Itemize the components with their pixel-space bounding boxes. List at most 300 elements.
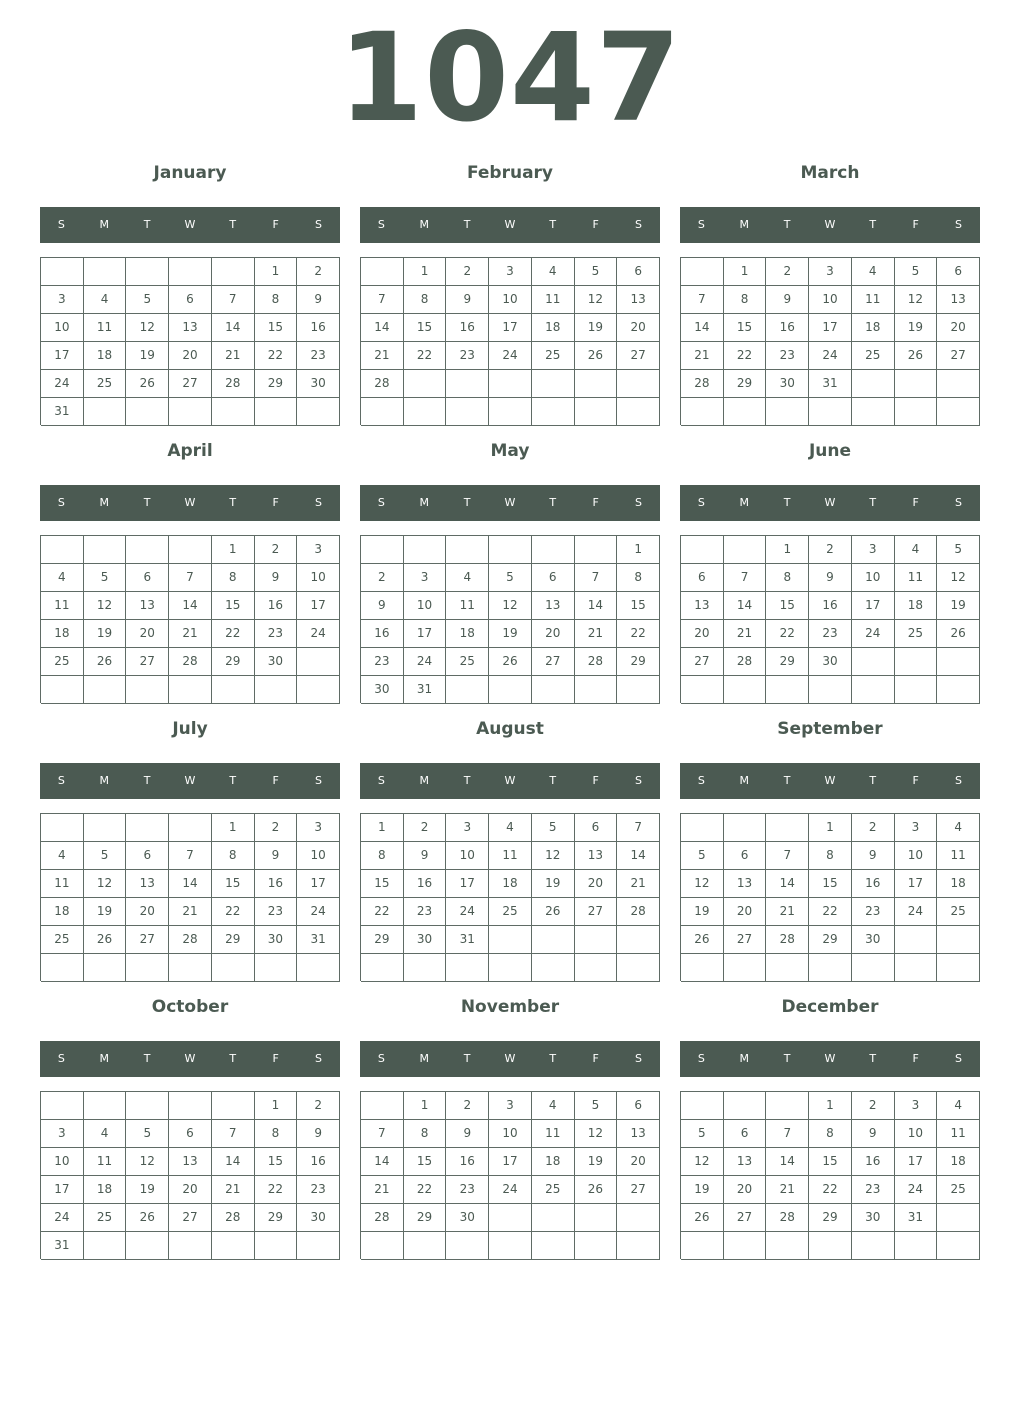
weekday-label: T: [143, 496, 151, 509]
day-cell: 2: [255, 536, 298, 564]
weekday-label: W: [504, 1052, 516, 1065]
day-cell: 16: [852, 870, 895, 898]
day-cell: 22: [361, 898, 404, 926]
day-cell: 14: [724, 592, 767, 620]
day-cell: 6: [169, 1120, 212, 1148]
day-cell: 25: [41, 926, 84, 954]
weekday-label: T: [549, 774, 557, 787]
day-cell: 13: [126, 870, 169, 898]
empty-day-cell: [489, 954, 532, 982]
empty-day-cell: [126, 258, 169, 286]
day-cell: 28: [169, 648, 212, 676]
day-cell: 4: [84, 286, 127, 314]
empty-day-cell: [361, 258, 404, 286]
empty-day-cell: [575, 536, 618, 564]
day-cell: 19: [575, 314, 618, 342]
day-cell: 14: [361, 314, 404, 342]
weekday-label: S: [57, 774, 65, 787]
day-cell: 17: [41, 1176, 84, 1204]
day-grid: [360, 257, 660, 425]
day-cell: 19: [126, 1176, 169, 1204]
weekday-label: S: [954, 218, 962, 231]
day-cell: 12: [126, 1148, 169, 1176]
weekday-label: F: [912, 218, 919, 231]
day-cell: 24: [297, 620, 340, 648]
weekday-label: W: [504, 496, 516, 509]
month-january: [40, 152, 340, 430]
day-cell: 10: [852, 564, 895, 592]
day-cell: 11: [937, 1120, 980, 1148]
day-cell: 19: [681, 1176, 724, 1204]
day-cell: 24: [809, 342, 852, 370]
day-cell: 29: [255, 1204, 298, 1232]
month-name: October: [151, 997, 229, 1017]
empty-day-cell: [937, 1232, 980, 1260]
day-cell: 25: [41, 648, 84, 676]
day-cell: 20: [575, 870, 618, 898]
day-cell: 1: [212, 814, 255, 842]
weekday-header: [40, 763, 340, 799]
day-cell: 28: [617, 898, 660, 926]
day-cell: 2: [446, 1092, 489, 1120]
day-cell: 20: [937, 314, 980, 342]
weekday-label: M: [739, 1052, 750, 1065]
day-cell: 26: [126, 370, 169, 398]
day-cell: 28: [361, 1204, 404, 1232]
day-cell: 23: [297, 342, 340, 370]
empty-day-cell: [126, 398, 169, 426]
day-cell: 21: [766, 1176, 809, 1204]
empty-day-cell: [212, 676, 255, 704]
month-july: [40, 708, 340, 986]
empty-day-cell: [766, 1092, 809, 1120]
weekday-header: [360, 485, 660, 521]
day-cell: 23: [255, 620, 298, 648]
day-cell: 16: [852, 1148, 895, 1176]
day-cell: 18: [937, 870, 980, 898]
day-cell: 29: [212, 648, 255, 676]
day-cell: 1: [361, 814, 404, 842]
day-cell: 22: [617, 620, 660, 648]
day-cell: 2: [852, 1092, 895, 1120]
day-cell: 2: [852, 814, 895, 842]
day-cell: 9: [255, 564, 298, 592]
empty-day-cell: [255, 398, 298, 426]
weekday-label: T: [229, 774, 237, 787]
empty-day-cell: [575, 1232, 618, 1260]
day-cell: 13: [169, 1148, 212, 1176]
day-grid: [360, 1091, 660, 1259]
weekday-label: S: [634, 218, 642, 231]
day-cell: 25: [489, 898, 532, 926]
empty-day-cell: [681, 1232, 724, 1260]
day-cell: 14: [575, 592, 618, 620]
day-cell: 11: [41, 870, 84, 898]
day-cell: 13: [681, 592, 724, 620]
day-cell: 25: [84, 370, 127, 398]
weekday-label: T: [463, 774, 471, 787]
day-cell: 9: [297, 1120, 340, 1148]
day-cell: 17: [446, 870, 489, 898]
empty-day-cell: [766, 814, 809, 842]
weekday-label: S: [634, 496, 642, 509]
empty-day-cell: [446, 676, 489, 704]
day-cell: 30: [404, 926, 447, 954]
empty-day-cell: [895, 954, 938, 982]
day-cell: 1: [809, 1092, 852, 1120]
day-cell: 20: [617, 314, 660, 342]
day-cell: 8: [404, 1120, 447, 1148]
empty-day-cell: [169, 676, 212, 704]
day-cell: 27: [126, 926, 169, 954]
weekday-label: W: [824, 218, 836, 231]
day-cell: 9: [404, 842, 447, 870]
day-cell: 31: [41, 1232, 84, 1260]
day-cell: 27: [681, 648, 724, 676]
day-cell: 16: [404, 870, 447, 898]
day-cell: 19: [575, 1148, 618, 1176]
day-cell: 28: [724, 648, 767, 676]
day-cell: 20: [617, 1148, 660, 1176]
day-cell: 26: [84, 926, 127, 954]
empty-day-cell: [255, 954, 298, 982]
day-cell: 29: [212, 926, 255, 954]
weekday-label: M: [739, 774, 750, 787]
weekday-label: S: [377, 1052, 385, 1065]
day-cell: 4: [446, 564, 489, 592]
month-name: June: [808, 441, 852, 461]
day-cell: 21: [212, 1176, 255, 1204]
weekday-label: W: [184, 218, 196, 231]
empty-day-cell: [489, 926, 532, 954]
day-cell: 8: [255, 286, 298, 314]
weekday-label: W: [184, 1052, 196, 1065]
day-cell: 24: [41, 1204, 84, 1232]
empty-day-cell: [809, 1232, 852, 1260]
empty-day-cell: [489, 1232, 532, 1260]
day-cell: 22: [809, 1176, 852, 1204]
day-cell: 4: [41, 842, 84, 870]
day-cell: 15: [212, 870, 255, 898]
day-cell: 21: [361, 342, 404, 370]
day-cell: 30: [446, 1204, 489, 1232]
empty-day-cell: [404, 954, 447, 982]
day-cell: 9: [255, 842, 298, 870]
day-cell: 7: [681, 286, 724, 314]
day-cell: 23: [852, 1176, 895, 1204]
day-cell: 20: [724, 898, 767, 926]
day-cell: 20: [724, 1176, 767, 1204]
empty-day-cell: [575, 370, 618, 398]
day-cell: 3: [895, 814, 938, 842]
empty-day-cell: [617, 398, 660, 426]
day-cell: 30: [255, 926, 298, 954]
day-cell: 10: [489, 286, 532, 314]
day-cell: 3: [852, 536, 895, 564]
day-cell: 14: [212, 314, 255, 342]
day-cell: 12: [575, 1120, 618, 1148]
weekday-label: S: [314, 1052, 322, 1065]
empty-day-cell: [617, 370, 660, 398]
day-cell: 1: [724, 258, 767, 286]
empty-day-cell: [84, 1092, 127, 1120]
day-cell: 29: [361, 926, 404, 954]
weekday-label: S: [634, 1052, 642, 1065]
day-cell: 9: [446, 1120, 489, 1148]
weekday-label: T: [143, 1052, 151, 1065]
day-cell: 1: [212, 536, 255, 564]
empty-day-cell: [852, 398, 895, 426]
day-cell: 9: [446, 286, 489, 314]
day-cell: 16: [297, 1148, 340, 1176]
weekday-label: W: [824, 1052, 836, 1065]
day-cell: 14: [766, 1148, 809, 1176]
day-cell: 18: [84, 1176, 127, 1204]
day-cell: 20: [681, 620, 724, 648]
day-cell: 19: [489, 620, 532, 648]
day-cell: 5: [84, 842, 127, 870]
day-cell: 3: [404, 564, 447, 592]
weekday-label: T: [229, 1052, 237, 1065]
empty-day-cell: [724, 954, 767, 982]
day-cell: 25: [84, 1204, 127, 1232]
day-cell: 19: [126, 342, 169, 370]
day-cell: 21: [766, 898, 809, 926]
day-cell: 5: [489, 564, 532, 592]
weekday-label: S: [314, 496, 322, 509]
weekday-label: F: [592, 1052, 599, 1065]
empty-day-cell: [895, 370, 938, 398]
day-cell: 7: [169, 842, 212, 870]
day-cell: 17: [297, 592, 340, 620]
day-cell: 5: [575, 1092, 618, 1120]
weekday-label: F: [912, 774, 919, 787]
empty-day-cell: [809, 676, 852, 704]
day-cell: 22: [404, 342, 447, 370]
day-cell: 14: [212, 1148, 255, 1176]
day-cell: 4: [532, 1092, 575, 1120]
day-cell: 22: [255, 342, 298, 370]
day-cell: 2: [297, 258, 340, 286]
day-cell: 15: [809, 1148, 852, 1176]
day-cell: 1: [404, 1092, 447, 1120]
day-cell: 23: [404, 898, 447, 926]
weekday-label: T: [783, 496, 791, 509]
empty-day-cell: [809, 954, 852, 982]
day-cell: 17: [404, 620, 447, 648]
day-cell: 6: [617, 258, 660, 286]
day-cell: 3: [895, 1092, 938, 1120]
day-cell: 18: [532, 314, 575, 342]
day-cell: 10: [297, 842, 340, 870]
day-cell: 5: [126, 1120, 169, 1148]
day-cell: 19: [84, 620, 127, 648]
day-cell: 8: [724, 286, 767, 314]
empty-day-cell: [895, 398, 938, 426]
weekday-label: T: [229, 496, 237, 509]
day-cell: 2: [766, 258, 809, 286]
day-cell: 13: [724, 870, 767, 898]
day-cell: 11: [895, 564, 938, 592]
day-cell: 5: [126, 286, 169, 314]
day-cell: 15: [404, 1148, 447, 1176]
day-cell: 5: [937, 536, 980, 564]
month-name: January: [153, 163, 227, 183]
day-cell: 27: [617, 1176, 660, 1204]
day-cell: 24: [446, 898, 489, 926]
day-cell: 10: [895, 842, 938, 870]
day-cell: 29: [766, 648, 809, 676]
day-cell: 29: [809, 1204, 852, 1232]
empty-day-cell: [809, 398, 852, 426]
day-cell: 14: [617, 842, 660, 870]
empty-day-cell: [895, 1232, 938, 1260]
empty-day-cell: [532, 536, 575, 564]
year-title: 1047: [338, 7, 682, 149]
day-cell: 19: [895, 314, 938, 342]
empty-day-cell: [617, 954, 660, 982]
empty-day-cell: [937, 926, 980, 954]
day-cell: 30: [809, 648, 852, 676]
day-cell: 22: [212, 620, 255, 648]
day-cell: 16: [446, 1148, 489, 1176]
empty-day-cell: [84, 258, 127, 286]
day-cell: 31: [809, 370, 852, 398]
day-grid: [680, 813, 980, 981]
day-cell: 12: [895, 286, 938, 314]
day-cell: 23: [297, 1176, 340, 1204]
empty-day-cell: [937, 1204, 980, 1232]
empty-day-cell: [84, 814, 127, 842]
empty-day-cell: [937, 398, 980, 426]
weekday-label: S: [954, 1052, 962, 1065]
day-cell: 15: [255, 1148, 298, 1176]
month-september: [680, 708, 980, 986]
weekday-label: M: [419, 774, 430, 787]
day-cell: 12: [937, 564, 980, 592]
month-name: March: [800, 163, 860, 183]
day-cell: 15: [404, 314, 447, 342]
day-grid: [360, 535, 660, 703]
weekday-label: W: [504, 774, 516, 787]
day-cell: 19: [937, 592, 980, 620]
empty-day-cell: [84, 676, 127, 704]
day-grid: [360, 813, 660, 981]
day-cell: 13: [575, 842, 618, 870]
day-cell: 31: [297, 926, 340, 954]
day-cell: 9: [361, 592, 404, 620]
day-cell: 31: [446, 926, 489, 954]
day-cell: 25: [937, 898, 980, 926]
day-cell: 25: [446, 648, 489, 676]
day-cell: 10: [489, 1120, 532, 1148]
weekday-label: F: [272, 1052, 279, 1065]
empty-day-cell: [532, 398, 575, 426]
empty-day-cell: [852, 1232, 895, 1260]
day-cell: 17: [809, 314, 852, 342]
day-cell: 28: [766, 926, 809, 954]
empty-day-cell: [169, 536, 212, 564]
day-cell: 7: [724, 564, 767, 592]
day-cell: 21: [681, 342, 724, 370]
day-cell: 27: [532, 648, 575, 676]
empty-day-cell: [489, 398, 532, 426]
month-april: [40, 430, 340, 708]
day-cell: 30: [297, 370, 340, 398]
empty-day-cell: [895, 926, 938, 954]
day-cell: 4: [937, 814, 980, 842]
empty-day-cell: [255, 1232, 298, 1260]
day-cell: 26: [681, 1204, 724, 1232]
weekday-label: T: [143, 218, 151, 231]
weekday-label: T: [549, 218, 557, 231]
empty-day-cell: [532, 370, 575, 398]
day-cell: 31: [41, 398, 84, 426]
weekday-label: F: [592, 496, 599, 509]
day-cell: 26: [489, 648, 532, 676]
day-cell: 16: [255, 592, 298, 620]
day-cell: 28: [766, 1204, 809, 1232]
empty-day-cell: [126, 536, 169, 564]
day-cell: 28: [212, 370, 255, 398]
empty-day-cell: [489, 1204, 532, 1232]
empty-day-cell: [575, 926, 618, 954]
empty-day-cell: [212, 1232, 255, 1260]
day-cell: 12: [489, 592, 532, 620]
weekday-label: S: [697, 1052, 705, 1065]
day-cell: 21: [361, 1176, 404, 1204]
empty-day-cell: [681, 398, 724, 426]
day-cell: 18: [895, 592, 938, 620]
day-cell: 12: [84, 592, 127, 620]
day-cell: 6: [532, 564, 575, 592]
day-cell: 4: [895, 536, 938, 564]
day-cell: 16: [766, 314, 809, 342]
day-cell: 23: [446, 1176, 489, 1204]
day-cell: 26: [84, 648, 127, 676]
day-cell: 9: [852, 1120, 895, 1148]
weekday-label: F: [592, 774, 599, 787]
day-cell: 11: [84, 314, 127, 342]
weekday-label: S: [697, 218, 705, 231]
empty-day-cell: [41, 676, 84, 704]
empty-day-cell: [169, 1232, 212, 1260]
empty-day-cell: [212, 954, 255, 982]
empty-day-cell: [681, 536, 724, 564]
day-cell: 26: [575, 1176, 618, 1204]
weekday-header: [40, 485, 340, 521]
day-cell: 11: [446, 592, 489, 620]
day-cell: 10: [297, 564, 340, 592]
day-cell: 18: [852, 314, 895, 342]
day-cell: 25: [532, 1176, 575, 1204]
month-october: [40, 986, 340, 1264]
empty-day-cell: [617, 1204, 660, 1232]
day-cell: 28: [681, 370, 724, 398]
day-cell: 15: [617, 592, 660, 620]
day-cell: 4: [489, 814, 532, 842]
empty-day-cell: [937, 676, 980, 704]
empty-day-cell: [404, 536, 447, 564]
day-cell: 12: [575, 286, 618, 314]
weekday-label: T: [869, 496, 877, 509]
empty-day-cell: [575, 676, 618, 704]
day-cell: 6: [617, 1092, 660, 1120]
day-cell: 10: [895, 1120, 938, 1148]
empty-day-cell: [212, 258, 255, 286]
weekday-label: F: [592, 218, 599, 231]
day-cell: 4: [41, 564, 84, 592]
